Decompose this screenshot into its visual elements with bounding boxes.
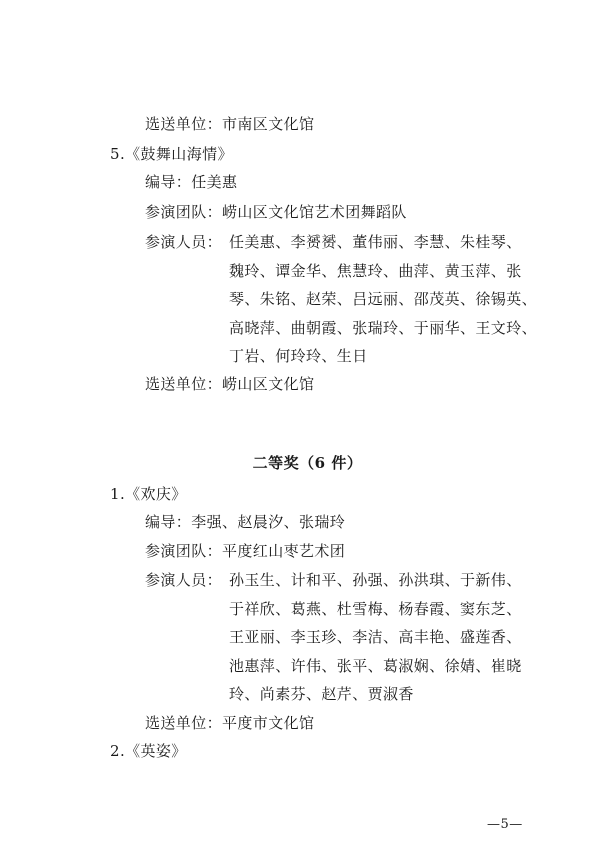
director-line: 编导：李强、赵晨汐、张瑞玲 [145,513,346,531]
performers-line: 高晓萍、曲朝霞、张瑞玲、于丽华、王文玲、 [229,319,538,337]
team-line: 参演团队：崂山区文化馆艺术团舞蹈队 [145,203,407,221]
entry-title: 5.《鼓舞山海情》 [110,145,233,163]
section-heading: 二等奖（6 件） [252,454,363,472]
sending-unit-line: 选送单位：崂山区文化馆 [145,375,315,393]
performers-line: 魏玲、谭金华、焦慧玲、曲萍、黄玉萍、张 [229,262,522,280]
page-number: —5— [487,817,523,832]
performers-line: 王亚丽、李玉珍、李洁、高丰艳、盛莲香、 [229,628,522,646]
performers-line: 于祥欣、葛燕、杜雪梅、杨春霞、窦东芝、 [229,600,522,618]
performers-label: 参演人员： [145,233,223,251]
performers-line: 孙玉生、计和平、孙强、孙洪琪、于新伟、 [229,571,522,589]
sending-unit-line: 选送单位：市南区文化馆 [145,115,315,133]
performers-line: 玲、尚素芬、赵芹、贾淑香 [229,685,414,703]
director-line: 编导：任美惠 [145,173,238,191]
entry-title: 2.《英姿》 [110,742,187,760]
performers-label: 参演人员： [145,571,223,589]
performers-line: 丁岩、何玲玲、生日 [229,347,368,365]
performers-line: 任美惠、李赟赟、董伟丽、李慧、朱桂琴、 [229,233,522,251]
performers-line: 琴、朱铭、赵荣、吕远丽、邵茂英、徐锡英、 [229,290,538,308]
entry-title: 1.《欢庆》 [110,485,187,503]
performers-line: 池惠萍、许伟、张平、葛淑娴、徐婧、崔晓 [229,657,522,675]
team-line: 参演团队：平度红山枣艺术团 [145,542,346,560]
sending-unit-line: 选送单位：平度市文化馆 [145,714,315,732]
